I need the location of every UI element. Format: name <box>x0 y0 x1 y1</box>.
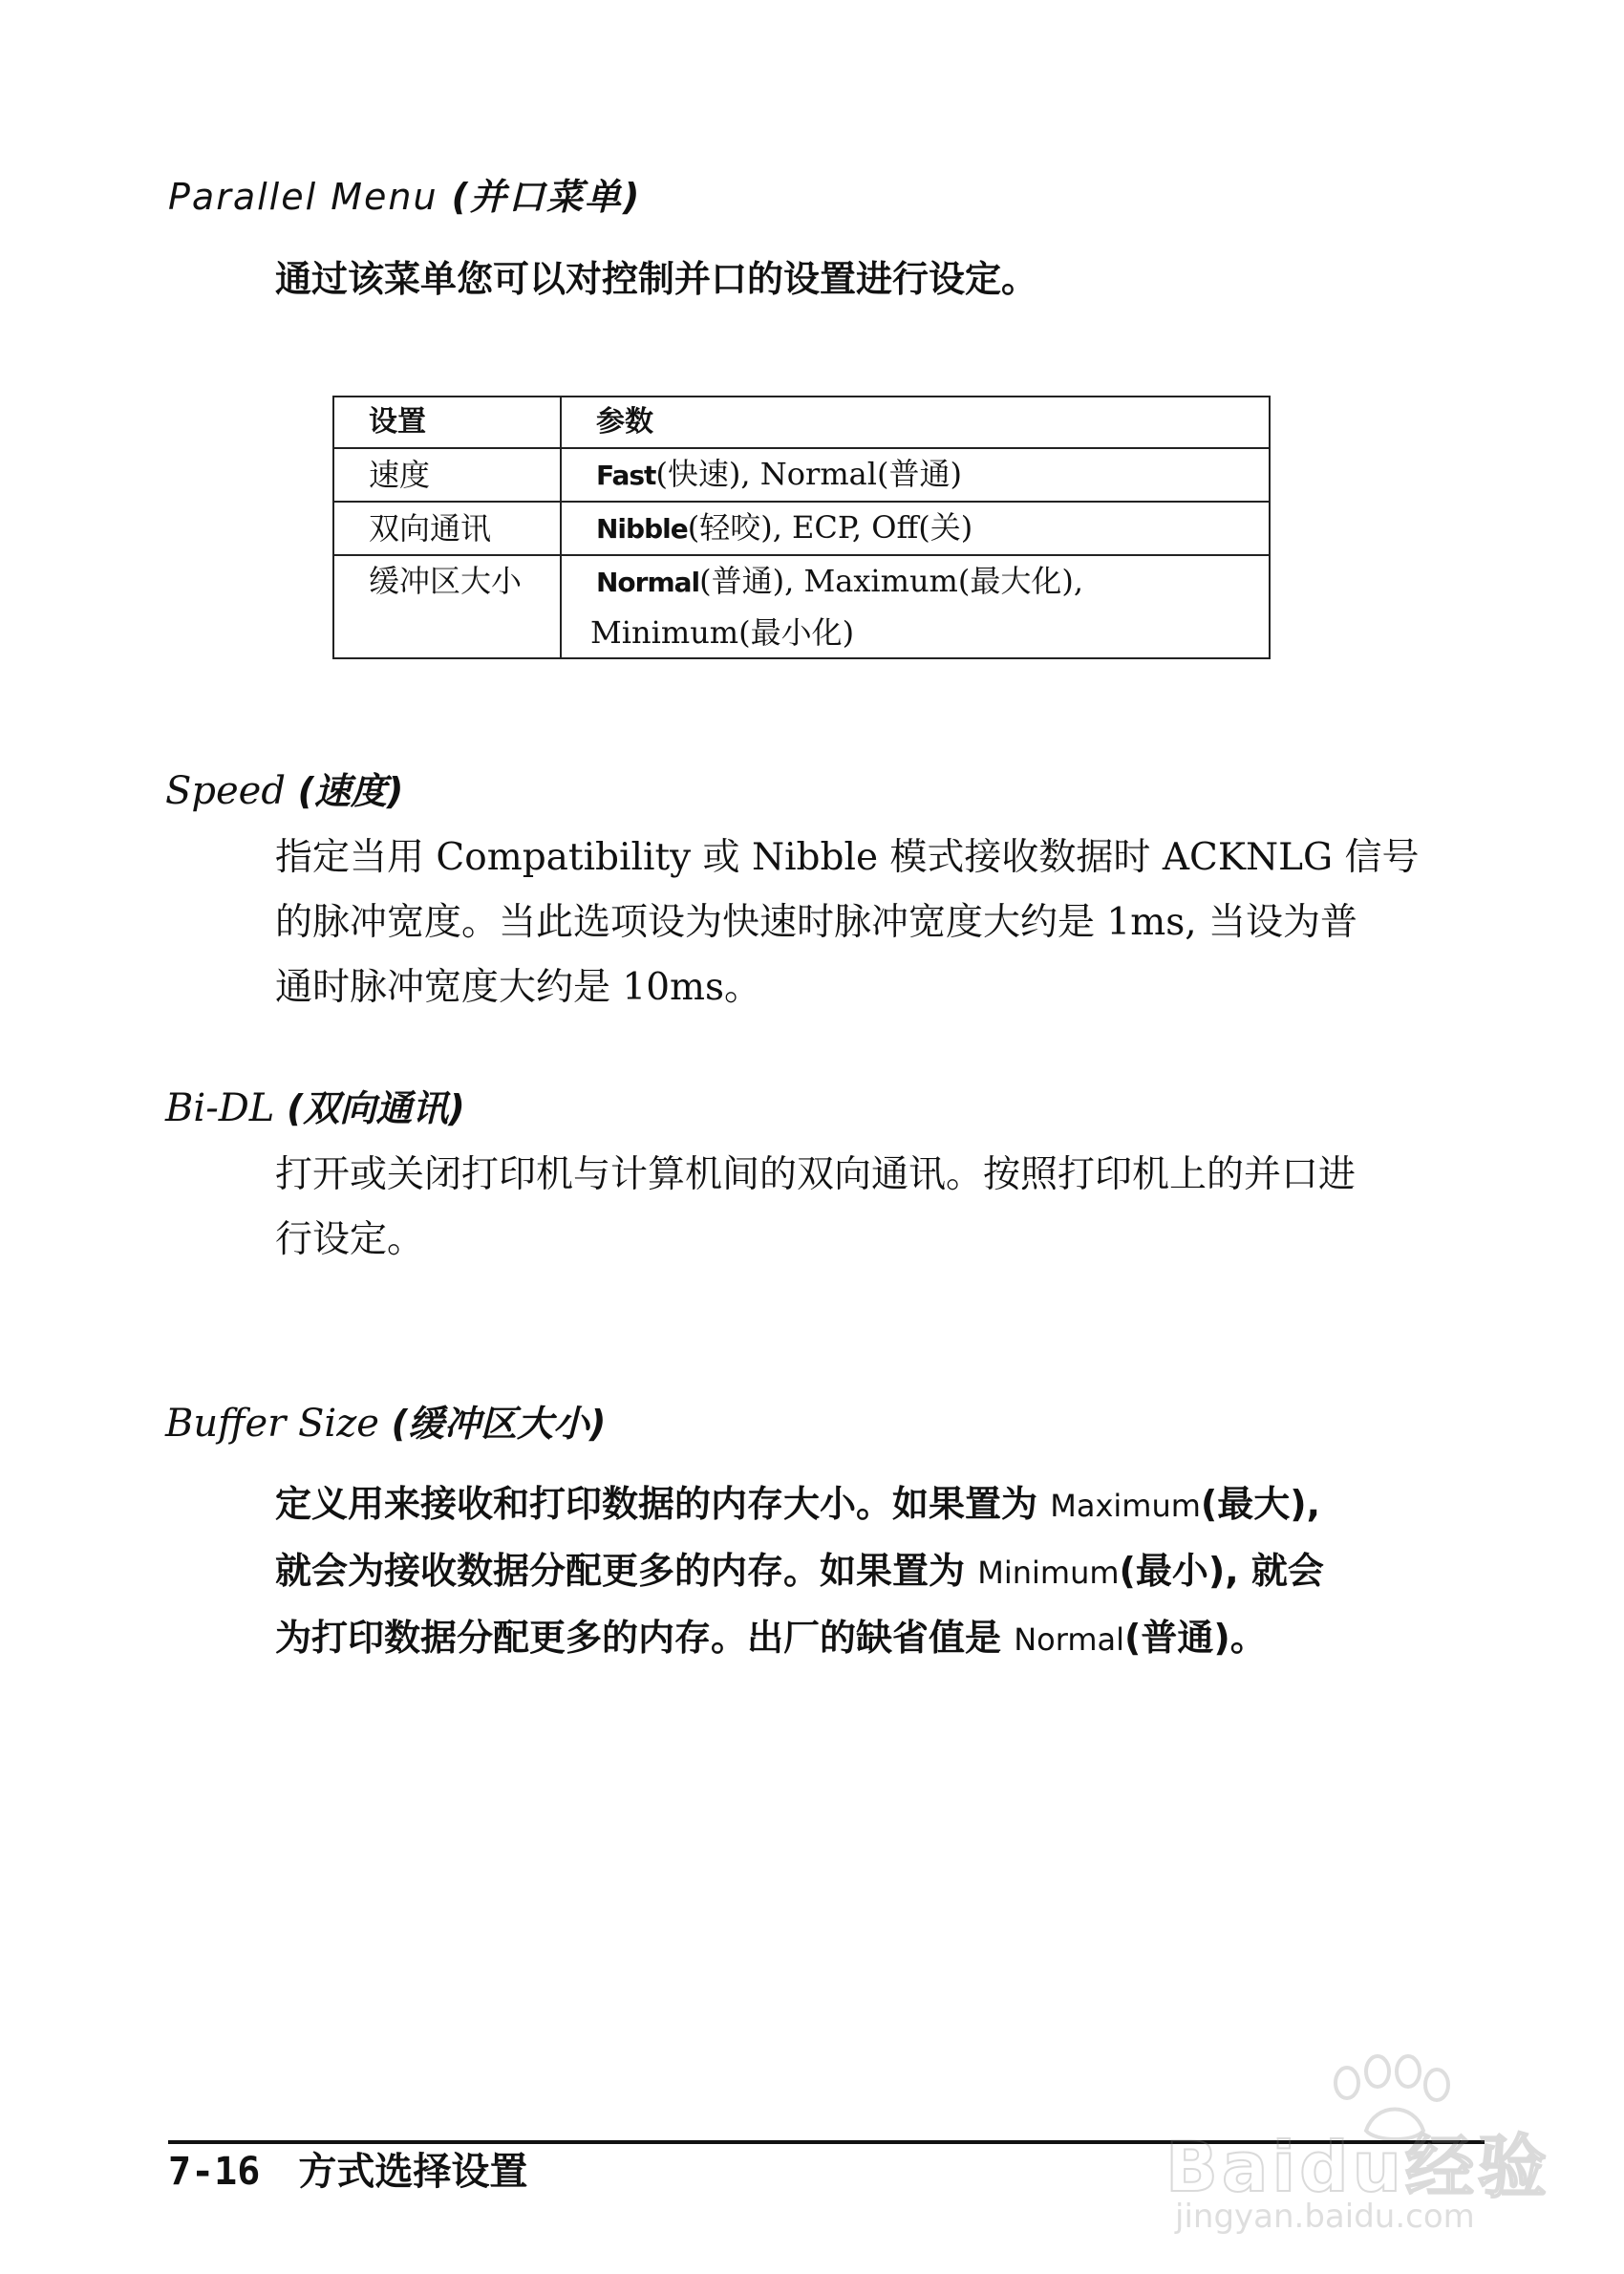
buffer-text: (最小), 就会 <box>1119 1550 1324 1592</box>
setting-cell: 缓冲区大小 <box>333 555 561 658</box>
buffer-text: (最大), <box>1200 1483 1321 1525</box>
bidl-line: 打开或关闭打印机与计算机间的双向通讯。按照打印机上的并口进 <box>275 1153 1357 1196</box>
bidl-line: 行设定。 <box>275 1218 425 1261</box>
value-rest: (轻咬), ECP, Off(关) <box>687 509 973 546</box>
bidl-heading-en: Bi-DL <box>165 1086 288 1130</box>
header-params: 参数 <box>561 397 1270 448</box>
value-rest: (普通), Maximum(最大化), <box>699 563 1084 599</box>
setting-cell: 双向通讯 <box>333 502 561 555</box>
menu-title <box>168 168 641 225</box>
buffer-heading-en: Buffer Size <box>165 1402 392 1446</box>
value-wrap-line: Minimum(最小化) <box>590 614 855 651</box>
bidl-heading <box>165 1082 465 1135</box>
table-row <box>333 502 1270 555</box>
value-keyword: Nibble <box>596 513 688 545</box>
menu-intro: 通过该菜单您可以对控制并口的设置进行设定。 <box>275 258 1038 300</box>
buffer-text: (普通)。 <box>1124 1617 1267 1659</box>
buffer-keyword: Minimum <box>977 1555 1120 1591</box>
menu-title-cn: (并口菜单) <box>451 176 642 218</box>
chapter-title: 方式选择设置 <box>298 2150 528 2194</box>
bidl-body <box>275 1143 1494 1273</box>
speed-heading-cn: (速度) <box>297 770 404 812</box>
buffer-keyword: Normal <box>1014 1621 1125 1658</box>
buffer-text: 定义用来接收和打印数据的内存大小。如果置为 <box>275 1483 1051 1525</box>
buffer-line <box>275 1538 1494 1605</box>
table-row <box>333 555 1270 658</box>
page-number: 7-16 <box>168 2150 261 2194</box>
buffer-line <box>275 1605 1494 1672</box>
value-keyword: Fast <box>596 460 656 491</box>
buffer-heading <box>165 1397 606 1450</box>
speed-heading <box>165 764 403 818</box>
speed-heading-en: Speed <box>165 769 298 813</box>
watermark-logo-text: Baidu经验 <box>1165 2127 1550 2207</box>
buffer-keyword: Maximum <box>1050 1488 1201 1524</box>
value-keyword: Normal <box>596 567 700 598</box>
parameters-table <box>332 396 1271 659</box>
speed-line: 通时脉冲宽度大约是 10ms。 <box>275 966 762 1009</box>
value-cell <box>561 555 1270 658</box>
value-cell <box>561 448 1270 502</box>
buffer-text: 就会为接收数据分配更多的内存。如果置为 <box>275 1550 978 1592</box>
speed-body <box>275 826 1494 1020</box>
speed-line: 指定当用 Compatibility 或 Nibble 模式接收数据时 ACKNLG 信号 <box>275 836 1420 879</box>
value-rest: (快速), Normal(普通) <box>655 456 962 492</box>
setting-cell: 速度 <box>333 448 561 502</box>
table-row <box>333 448 1270 502</box>
buffer-heading-cn: (缓冲区大小) <box>391 1403 607 1445</box>
footer <box>168 2138 527 2205</box>
watermark-url: jingyan.baidu.com <box>1175 2198 1475 2236</box>
table-header-row <box>333 397 1270 448</box>
menu-title-en: Parallel Menu <box>168 176 438 218</box>
buffer-line <box>275 1471 1494 1538</box>
speed-line: 的脉冲宽度。当此选项设为快速时脉冲宽度大约是 1ms, 当设为普 <box>275 901 1358 944</box>
baidu-watermark <box>1165 2054 1548 2245</box>
header-setting: 设置 <box>333 397 561 448</box>
buffer-text: 为打印数据分配更多的内存。出厂的缺省值是 <box>275 1617 1015 1659</box>
buffer-body <box>275 1471 1494 1672</box>
bidl-heading-cn: (双向通讯) <box>287 1087 465 1129</box>
value-cell <box>561 502 1270 555</box>
